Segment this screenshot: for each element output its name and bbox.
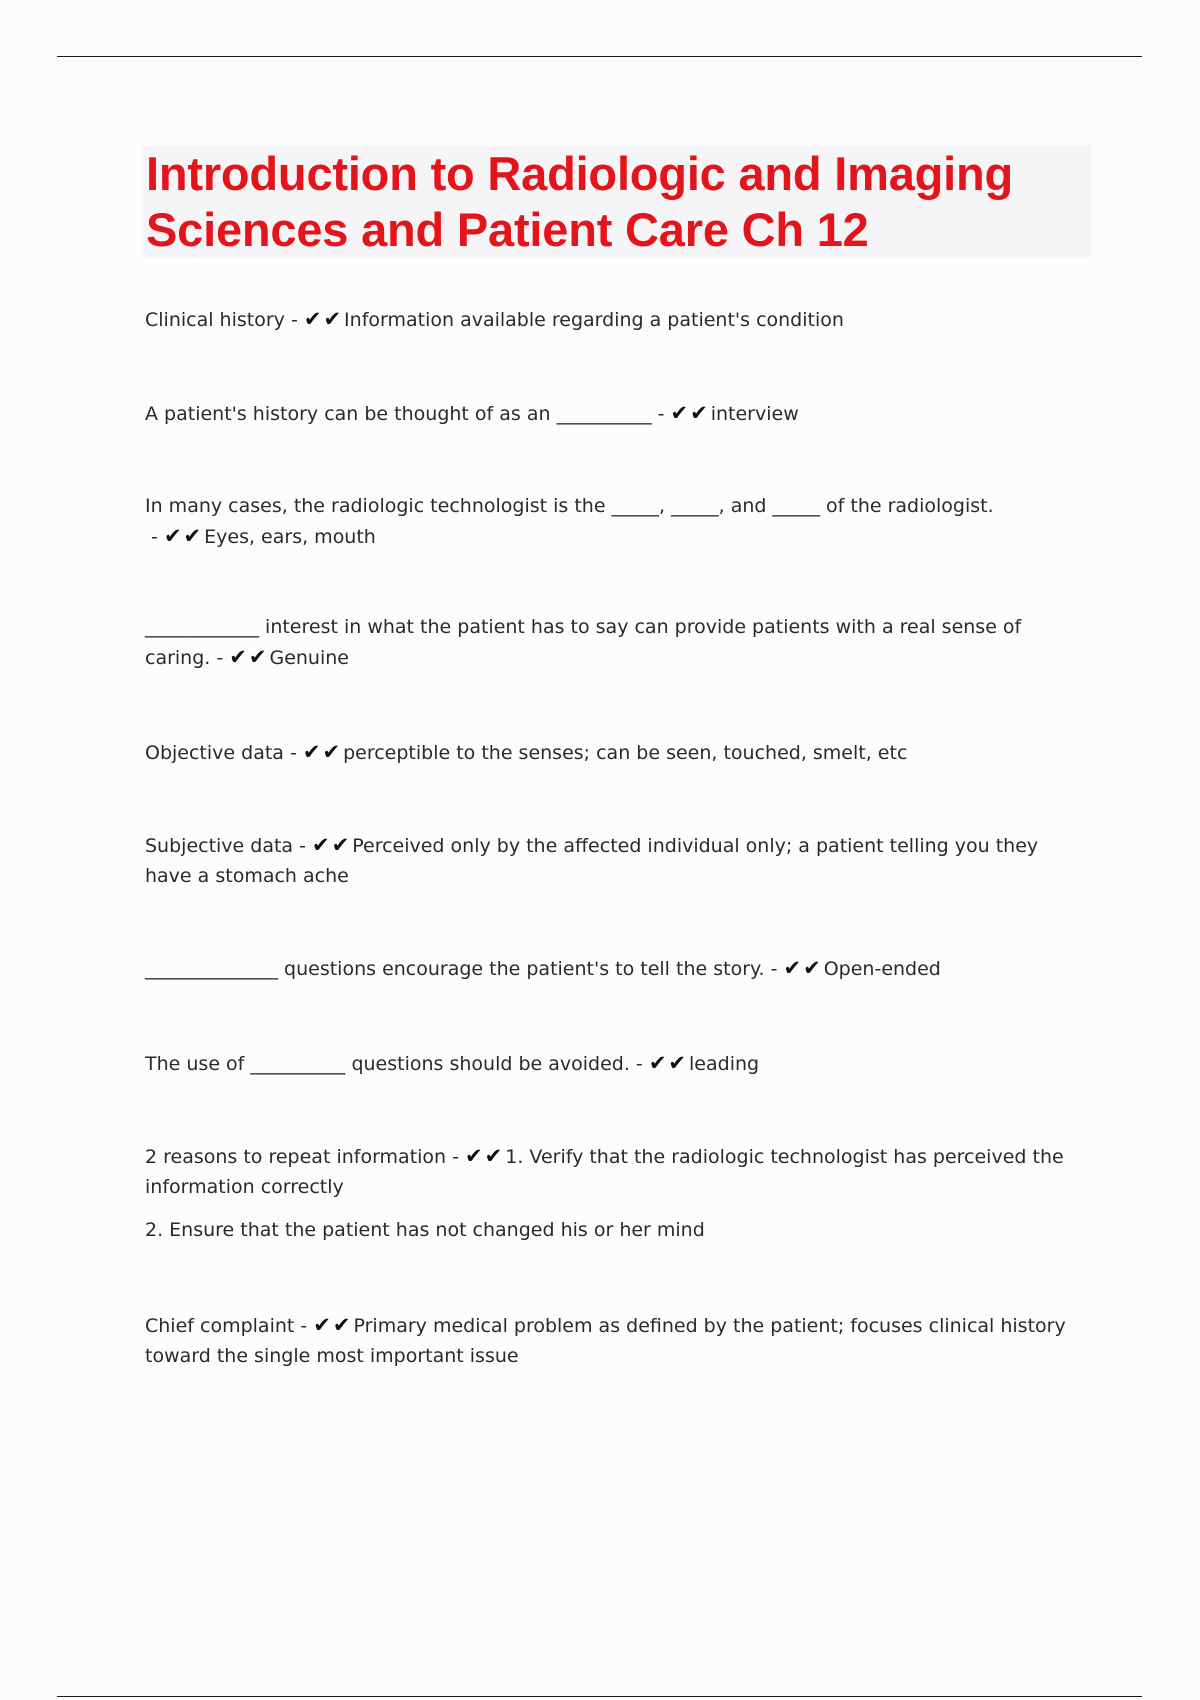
check-icon: ✔✔	[313, 1313, 353, 1337]
bottom-rule	[57, 1696, 1142, 1697]
card-term: A patient's history can be thought of as an __________	[145, 403, 652, 425]
check-icon: ✔✔	[163, 524, 204, 548]
card-term: Chief complaint	[145, 1315, 295, 1337]
card-answer: Genuine	[269, 647, 349, 669]
card-answer: Eyes, ears, mouth	[204, 526, 376, 548]
flashcard-repeat-information: 2 reasons to repeat information - ✔✔1. Verify that the radiologic technologist has perceived the information correctly	[145, 1144, 1064, 1198]
card-term: Objective data	[145, 742, 284, 764]
check-icon: ✔✔	[648, 1051, 689, 1075]
flashcard-open-ended: ______________ questions encourage the patient's to tell the story. - ✔✔Open-ended	[145, 956, 941, 980]
flashcard-chief-complaint: Chief complaint - ✔✔Primary medical problem as defined by the patient; focuses clinical history toward the single most important issue	[145, 1313, 1066, 1367]
check-icon: ✔✔	[670, 401, 710, 425]
flashcard-genuine-interest: ____________ interest in what the patient has to say can provide patients with a real sense of caring. - ✔✔Genuine	[145, 616, 1022, 669]
card-term: ______________ questions encourage the patient's to tell the story.	[145, 958, 765, 980]
card-answer: Information available regarding a patient's condition	[344, 309, 844, 331]
card-term: Clinical history	[145, 309, 285, 331]
card-answer: leading	[689, 1053, 760, 1075]
flashcard-eyes-ears-mouth: In many cases, the radiologic technologist is the _____, _____, and _____ of the radiologist. - ✔✔Eyes, ears, mouth	[145, 495, 994, 548]
document-title: Introduction to Radiologic and Imaging Sciences and Patient Care Ch 12	[146, 147, 1014, 256]
card-term: The use of __________ questions should be avoided.	[145, 1053, 630, 1075]
flashcard-objective-data: Objective data - ✔✔perceptible to the senses; can be seen, touched, smelt, etc	[145, 740, 908, 764]
top-rule	[57, 56, 1142, 57]
card-term: In many cases, the radiologic technologist is the _____, _____, and _____ of the radiologist.	[145, 495, 994, 517]
flashcard-subjective-data: Subjective data - ✔✔Perceived only by the affected individual only; a patient telling you they have a stomach ache	[145, 833, 1039, 887]
card-answer: 1. Verify that the radiologic technologist has perceived the information correctly	[145, 1146, 1064, 1198]
check-icon: ✔✔	[783, 956, 823, 980]
check-icon: ✔✔	[229, 645, 269, 669]
card-answer: Open-ended	[823, 958, 941, 980]
card-answer: interview	[710, 403, 799, 425]
check-icon: ✔✔	[303, 307, 344, 331]
card-answer: Primary medical problem as defined by the patient; focuses clinical history toward the single most important issue	[145, 1315, 1066, 1367]
card-answer: perceptible to the senses; can be seen, touched, smelt, etc	[343, 742, 908, 764]
card-answer-continued: 2. Ensure that the patient has not changed his or her mind	[145, 1219, 705, 1241]
check-icon: ✔✔	[465, 1144, 505, 1168]
flashcard-patient-history: A patient's history can be thought of as an __________ - ✔✔interview	[145, 401, 799, 425]
card-term: ____________ interest in what the patient has to say can provide patients with a real sense of caring.	[145, 616, 1022, 669]
flashcard-leading-questions: The use of __________ questions should be avoided. - ✔✔leading	[145, 1051, 760, 1075]
card-term: 2 reasons to repeat information	[145, 1146, 447, 1168]
check-icon: ✔✔	[312, 833, 352, 857]
card-term: Subjective data	[145, 835, 294, 857]
card-answer: Perceived only by the affected individual only; a patient telling you they have a stomach ache	[145, 835, 1039, 887]
flashcard-clinical-history: Clinical history - ✔✔Information available regarding a patient's condition	[145, 307, 844, 331]
check-icon: ✔✔	[302, 740, 343, 764]
